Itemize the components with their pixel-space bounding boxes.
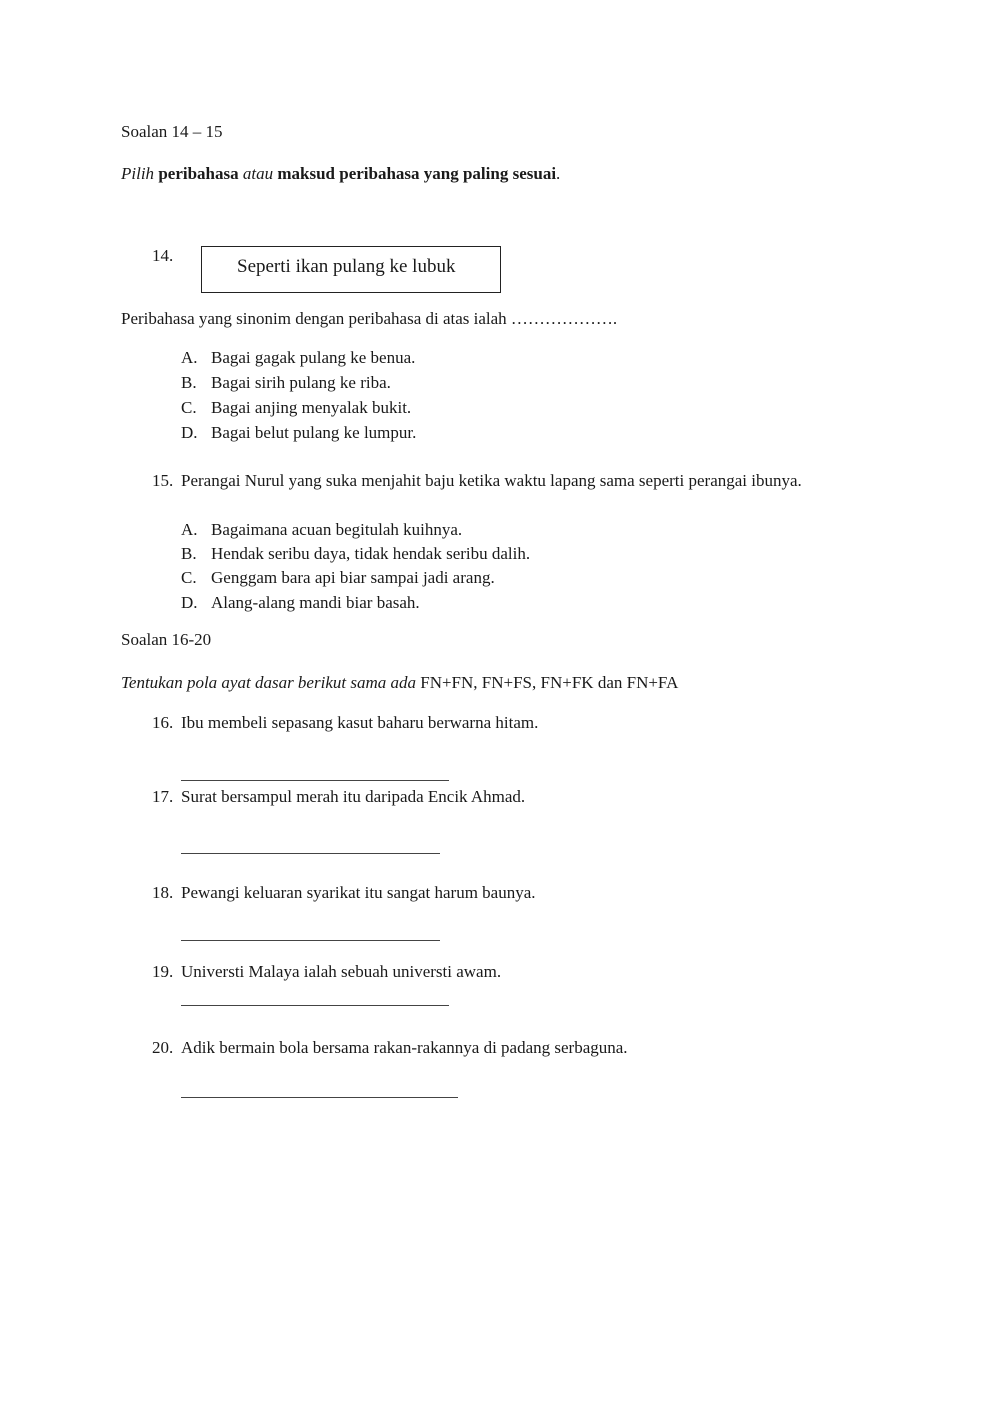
q18-text: Pewangi keluaran syarikat itu sangat harum baunya. [181, 883, 536, 902]
instruction-patterns: FN+FN, FN+FS, FN+FK dan FN+FA [415, 673, 679, 692]
instruction-atau: atau [242, 164, 274, 183]
section-heading-16-20: Soalan 16-20 [121, 630, 212, 649]
section-heading-14-15: Soalan 14 – 15 [121, 122, 223, 141]
section-instruction-14-15 [121, 164, 560, 184]
option-letter: A. [181, 348, 198, 367]
option-letter: C. [181, 568, 197, 587]
proverb-text: Seperti ikan pulang ke lubuk [237, 256, 456, 277]
q17-answer-line[interactable] [181, 853, 440, 854]
instruction-maksud: maksud peribahasa yang paling sesuai [277, 164, 557, 183]
instruction-period: . [556, 164, 561, 183]
q14-prompt: Peribahasa yang sinonim dengan peribahasa di atas ialah ………………. [121, 309, 618, 328]
option-letter: B. [181, 544, 197, 563]
option-text: Bagai anjing menyalak bukit. [211, 398, 412, 417]
q19-answer-line[interactable] [181, 1005, 449, 1006]
section-instruction-16-20 [121, 673, 678, 693]
q18-number: 18. [152, 883, 174, 902]
option-letter: C. [181, 398, 197, 417]
option-letter: B. [181, 373, 197, 392]
option-text: Hendak seribu daya, tidak hendak seribu dalih. [211, 544, 531, 563]
q20-number: 20. [152, 1038, 174, 1057]
option-text: Genggam bara api biar sampai jadi arang. [211, 568, 495, 587]
option-text: Bagai gagak pulang ke benua. [211, 348, 416, 367]
instruction-peribahasa: peribahasa [158, 164, 239, 183]
proverb-box [201, 246, 501, 293]
q15-prompt: Perangai Nurul yang suka menjahit baju ketika waktu lapang sama seperti perangai ibunya. [181, 471, 802, 490]
q15-number: 15. [152, 471, 174, 490]
q18-answer-line[interactable] [181, 940, 440, 941]
option-letter: D. [181, 423, 198, 442]
instruction-pilih: Pilih [121, 164, 155, 183]
q17-text: Surat bersampul merah itu daripada Encik Ahmad. [181, 787, 526, 806]
q16-number: 16. [152, 713, 174, 732]
instruction-italic: Tentukan pola ayat dasar berikut sama ada [121, 673, 416, 692]
q16-text: Ibu membeli sepasang kasut baharu berwarna hitam. [181, 713, 539, 732]
q19-text: Universti Malaya ialah sebuah universti awam. [181, 962, 502, 981]
option-letter: A. [181, 520, 198, 539]
q16-answer-line[interactable] [181, 780, 449, 781]
option-letter: D. [181, 593, 198, 612]
q14-number: 14. [152, 246, 174, 265]
option-text: Bagai belut pulang ke lumpur. [211, 423, 417, 442]
q20-answer-line[interactable] [181, 1097, 458, 1098]
q20-text: Adik bermain bola bersama rakan-rakannya di padang serbaguna. [181, 1038, 628, 1057]
q17-number: 17. [152, 787, 174, 806]
option-text: Alang-alang mandi biar basah. [211, 593, 420, 612]
option-text: Bagai sirih pulang ke riba. [211, 373, 391, 392]
option-text: Bagaimana acuan begitulah kuihnya. [211, 520, 463, 539]
q19-number: 19. [152, 962, 174, 981]
